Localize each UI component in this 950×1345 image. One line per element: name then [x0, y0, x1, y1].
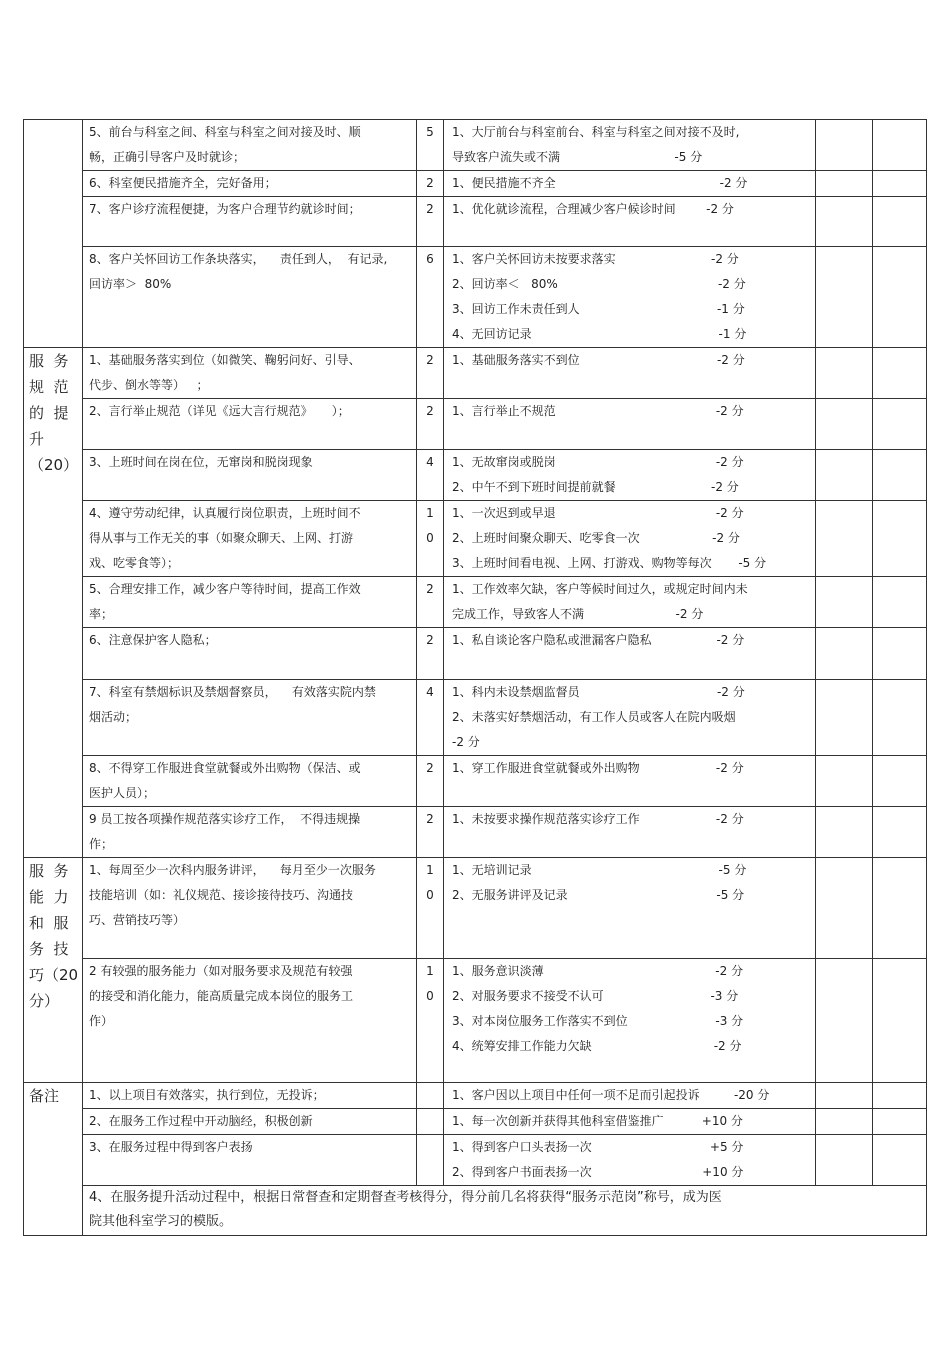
- standard-cell: [83, 399, 417, 450]
- text-line: 1、工作效率欠缺，客户等候时间过久，或规定时间内未: [452, 582, 748, 596]
- score-cell: [816, 680, 873, 756]
- points-cell: [417, 348, 444, 399]
- deduction-cell: [444, 450, 816, 501]
- text-line: 5: [426, 125, 434, 139]
- deduction-cell: [444, 399, 816, 450]
- text-line: 技能培训（如：礼仪规范、接诊接待技巧、沟通技: [89, 888, 354, 902]
- remark-cell: [873, 1109, 927, 1135]
- service-standards-table: [23, 119, 927, 1236]
- standard-cell: [83, 501, 417, 577]
- text-line: 2、言行举止规范（详见《远大言行规范》 ）；: [89, 404, 350, 418]
- text-line: 医护人员）；: [89, 786, 156, 800]
- table-row: [24, 628, 927, 680]
- table-row: [24, 807, 927, 858]
- final-note: [83, 1186, 927, 1236]
- text-line: 戏、吃零食等）；: [89, 556, 180, 570]
- text-line: 1: [426, 863, 434, 877]
- text-line: 2: [426, 633, 434, 647]
- table-row: [24, 858, 927, 959]
- standard-cell: [83, 171, 417, 197]
- table-row: [24, 348, 927, 399]
- standard-cell: [83, 197, 417, 247]
- text-line: 1、穿工作服进食堂就餐或外出购物 -2 分: [452, 761, 744, 775]
- points-cell: [417, 171, 444, 197]
- table-row: [24, 197, 927, 247]
- text-line: 完成工作，导致客人不满 -2 分: [452, 607, 704, 621]
- text-line: 2: [426, 404, 434, 418]
- standard-cell: [83, 807, 417, 858]
- standard-cell: [83, 348, 417, 399]
- score-cell: [816, 399, 873, 450]
- remark-cell: [873, 577, 927, 628]
- text-line: -2 分: [452, 735, 480, 749]
- score-cell: [816, 628, 873, 680]
- category-cell: [24, 1083, 83, 1236]
- remark-cell: [873, 1135, 927, 1186]
- text-line: 升: [29, 430, 45, 448]
- text-line: 1、每周至少一次科内服务讲评， 每月至少一次服务: [89, 863, 376, 877]
- deduction-cell: [444, 1083, 816, 1109]
- remark-cell: [873, 858, 927, 959]
- remark-cell: [873, 399, 927, 450]
- text-line: 得从事与工作无关的事（如聚众聊天、上网、打游: [89, 531, 354, 545]
- text-line: 2、无服务讲评及记录 -5 分: [452, 888, 745, 902]
- points-cell: [417, 399, 444, 450]
- text-line: 7、客户诊疗流程便捷，为客户合理节约就诊时间；: [89, 202, 361, 216]
- points-cell: [417, 807, 444, 858]
- text-line: 的 提: [29, 404, 69, 422]
- score-cell: [816, 959, 873, 1083]
- text-line: 率；: [89, 607, 114, 621]
- text-line: 2、对服务要求不接受不认可 -3 分: [452, 989, 739, 1003]
- points-cell: [417, 120, 444, 171]
- text-line: 院其他科室学习的模版。: [89, 1214, 233, 1229]
- table-row: [24, 450, 927, 501]
- text-line: 6、注意保护客人隐私；: [89, 633, 217, 647]
- standard-cell: [83, 1109, 417, 1135]
- score-cell: [816, 120, 873, 171]
- text-line: 9 员工按各项操作规范落实诊疗工作， 不得违规操: [89, 812, 361, 826]
- text-line: 1、服务意识淡薄 -2 分: [452, 964, 744, 978]
- table-row: [24, 247, 927, 348]
- points-cell: [417, 197, 444, 247]
- text-line: 1: [426, 964, 434, 978]
- text-line: 1、以上项目有效落实，执行到位，无投诉；: [89, 1088, 325, 1102]
- score-cell: [816, 171, 873, 197]
- table-row: [24, 577, 927, 628]
- text-line: 畅，正确引导客户及时就诊；: [89, 150, 246, 164]
- text-line: 1、私自谈论客户隐私或泄漏客户隐私 -2 分: [452, 633, 745, 647]
- table-row: [24, 756, 927, 807]
- score-cell: [816, 1109, 873, 1135]
- table-row: [24, 501, 927, 577]
- text-line: 1、大厅前台与科室前台、科室与科室之间对接不及时,: [452, 125, 740, 139]
- points-cell: [417, 756, 444, 807]
- points-cell: [417, 680, 444, 756]
- remark-cell: [873, 628, 927, 680]
- category-cell: [24, 348, 83, 858]
- score-cell: [816, 1083, 873, 1109]
- text-line: 2、回访率＜ 80% -2 分: [452, 277, 746, 291]
- deduction-cell: [444, 1135, 816, 1186]
- text-line: 6: [426, 252, 434, 266]
- score-cell: [816, 807, 873, 858]
- deduction-cell: [444, 680, 816, 756]
- text-line: 0: [426, 888, 434, 902]
- text-line: 2: [426, 582, 434, 596]
- standard-cell: [83, 450, 417, 501]
- deduction-cell: [444, 247, 816, 348]
- table-row: [24, 680, 927, 756]
- text-line: 1、得到客户口头表扬一次 +5 分: [452, 1140, 744, 1154]
- text-line: 4、统筹安排工作能力欠缺 -2 分: [452, 1039, 742, 1053]
- table-row: [24, 120, 927, 171]
- text-line: 的接受和消化能力，能高质量完成本岗位的服务工: [89, 989, 354, 1003]
- deduction-cell: [444, 171, 816, 197]
- text-line: 烟活动；: [89, 710, 138, 724]
- deduction-cell: [444, 197, 816, 247]
- remark-cell: [873, 959, 927, 1083]
- text-line: 6、科室便民措施齐全，完好备用；: [89, 176, 277, 190]
- text-line: 1、言行举止不规范 -2 分: [452, 404, 744, 418]
- text-line: 8、客户关怀回访工作条块落实， 责任到人， 有记录,: [89, 252, 388, 266]
- text-line: 服 务: [29, 352, 69, 370]
- deduction-cell: [444, 756, 816, 807]
- text-line: 2、上班时间聚众聊天、吃零食一次 -2 分: [452, 531, 740, 545]
- deduction-cell: [444, 959, 816, 1083]
- points-cell: [417, 1109, 444, 1135]
- standard-cell: [83, 1135, 417, 1186]
- standard-cell: [83, 680, 417, 756]
- text-line: 2、未落实好禁烟活动，有工作人员或客人在院内吸烟: [452, 710, 736, 724]
- table-row: [24, 171, 927, 197]
- score-cell: [816, 450, 873, 501]
- score-cell: [816, 756, 873, 807]
- text-line: 规 范: [29, 378, 69, 396]
- points-cell: [417, 858, 444, 959]
- category-cell: [24, 120, 83, 348]
- text-line: 7、科室有禁烟标识及禁烟督察员， 有效落实院内禁: [89, 685, 376, 699]
- text-line: 务 技: [29, 940, 69, 958]
- category-cell: [24, 858, 83, 1083]
- text-line: 导致客户流失或不满 -5 分: [452, 150, 703, 164]
- text-line: 巧（20: [29, 966, 79, 984]
- remark-cell: [873, 501, 927, 577]
- text-line: 2、中午不到下班时间提前就餐 -2 分: [452, 480, 739, 494]
- text-line: 1、优化就诊流程，合理减少客户候诊时间 -2 分: [452, 202, 734, 216]
- text-line: 作）: [89, 1014, 114, 1028]
- remark-cell: [873, 756, 927, 807]
- text-line: 1、一次迟到或早退 -2 分: [452, 506, 744, 520]
- text-line: 3、回访工作未责任到人 -1 分: [452, 302, 745, 316]
- standard-cell: [83, 628, 417, 680]
- text-line: 1、每一次创新并获得其他科室借鉴推广 +10 分: [452, 1114, 743, 1128]
- text-line: 巧、营销技巧等）: [89, 913, 186, 927]
- text-line: 备注: [29, 1087, 60, 1105]
- standard-cell: [83, 120, 417, 171]
- points-cell: [417, 501, 444, 577]
- text-line: 3、上班时间看电视、上网、打游戏、购物等每次 -5 分: [452, 556, 767, 570]
- text-line: 0: [426, 989, 434, 1003]
- score-cell: [816, 1135, 873, 1186]
- text-line: 1、无培训记录 -5 分: [452, 863, 747, 877]
- text-line: 能 力: [29, 888, 69, 906]
- table-row: [24, 1083, 927, 1109]
- remark-cell: [873, 120, 927, 171]
- deduction-cell: [444, 1109, 816, 1135]
- points-cell: [417, 450, 444, 501]
- table-row: [24, 1109, 927, 1135]
- deduction-cell: [444, 501, 816, 577]
- remark-cell: [873, 680, 927, 756]
- deduction-cell: [444, 577, 816, 628]
- score-cell: [816, 348, 873, 399]
- text-line: 2: [426, 812, 434, 826]
- text-line: 2、得到客户书面表扬一次 +10 分: [452, 1165, 744, 1179]
- score-cell: [816, 501, 873, 577]
- text-line: 3、在服务过程中得到客户表扬: [89, 1140, 253, 1154]
- points-cell: [417, 959, 444, 1083]
- standard-cell: [83, 247, 417, 348]
- text-line: （20）: [29, 456, 79, 474]
- text-line: 2 有较强的服务能力（如对服务要求及规范有较强: [89, 964, 353, 978]
- deduction-cell: [444, 120, 816, 171]
- table-row: [24, 399, 927, 450]
- text-line: 3、上班时间在岗在位，无窜岗和脱岗现象: [89, 455, 313, 469]
- text-line: 1、客户因以上项目中任何一项不足而引起投诉 -20 分: [452, 1088, 770, 1102]
- text-line: 4: [426, 455, 434, 469]
- text-line: 作；: [89, 837, 114, 851]
- remark-cell: [873, 1083, 927, 1109]
- text-line: 0: [426, 531, 434, 545]
- remark-cell: [873, 807, 927, 858]
- standard-cell: [83, 858, 417, 959]
- points-cell: [417, 1083, 444, 1109]
- remark-cell: [873, 450, 927, 501]
- text-line: 4、遵守劳动纪律，认真履行岗位职责，上班时间不: [89, 506, 361, 520]
- text-line: 4: [426, 685, 434, 699]
- text-line: 1: [426, 506, 434, 520]
- remark-cell: [873, 171, 927, 197]
- text-line: 代步、倒水等等） ；: [89, 378, 209, 392]
- table-row: [24, 959, 927, 1083]
- text-line: 1、基础服务落实到位（如微笑、鞠躬问好、引导、: [89, 353, 361, 367]
- text-line: 1、无故窜岗或脱岗 -2 分: [452, 455, 744, 469]
- text-line: 回访率＞ 80%: [89, 277, 172, 291]
- text-line: 2: [426, 176, 434, 190]
- score-cell: [816, 247, 873, 348]
- text-line: 服 务: [29, 862, 69, 880]
- text-line: 2: [426, 353, 434, 367]
- text-line: 4、在服务提升活动过程中，根据日常督查和定期督查考核得分，得分前几名将获得“服务示范岗”称号，成为医: [89, 1190, 722, 1205]
- text-line: 1、客户关怀回访未按要求落实 -2 分: [452, 252, 739, 266]
- deduction-cell: [444, 348, 816, 399]
- standard-cell: [83, 756, 417, 807]
- standard-cell: [83, 577, 417, 628]
- deduction-cell: [444, 858, 816, 959]
- text-line: 8、不得穿工作服进食堂就餐或外出购物（保洁、或: [89, 761, 361, 775]
- score-cell: [816, 577, 873, 628]
- text-line: 1、便民措施不齐全 -2 分: [452, 176, 748, 190]
- deduction-cell: [444, 628, 816, 680]
- text-line: 4、无回访记录 -1 分: [452, 327, 747, 341]
- points-cell: [417, 247, 444, 348]
- text-line: 分）: [29, 992, 60, 1010]
- points-cell: [417, 577, 444, 628]
- points-cell: [417, 628, 444, 680]
- text-line: 2、在服务工作过程中开动脑经，积极创新: [89, 1114, 313, 1128]
- text-line: 和 服: [29, 914, 69, 932]
- text-line: 5、合理安排工作，减少客户等待时间，提高工作效: [89, 582, 361, 596]
- table-row: [24, 1135, 927, 1186]
- standard-cell: [83, 1083, 417, 1109]
- remark-cell: [873, 247, 927, 348]
- remark-cell: [873, 197, 927, 247]
- final-note-row: [24, 1186, 927, 1236]
- text-line: 1、科内未设禁烟监督员 -2 分: [452, 685, 745, 699]
- score-cell: [816, 858, 873, 959]
- text-line: 3、对本岗位服务工作落实不到位 -3 分: [452, 1014, 744, 1028]
- deduction-cell: [444, 807, 816, 858]
- text-line: 5、前台与科室之间、科室与科室之间对接及时、顺: [89, 125, 361, 139]
- text-line: 2: [426, 761, 434, 775]
- remark-cell: [873, 348, 927, 399]
- text-line: 1、基础服务落实不到位 -2 分: [452, 353, 745, 367]
- text-line: 2: [426, 202, 434, 216]
- standard-cell: [83, 959, 417, 1083]
- score-cell: [816, 197, 873, 247]
- text-line: 1、未按要求操作规范落实诊疗工作 -2 分: [452, 812, 744, 826]
- points-cell: [417, 1135, 444, 1186]
